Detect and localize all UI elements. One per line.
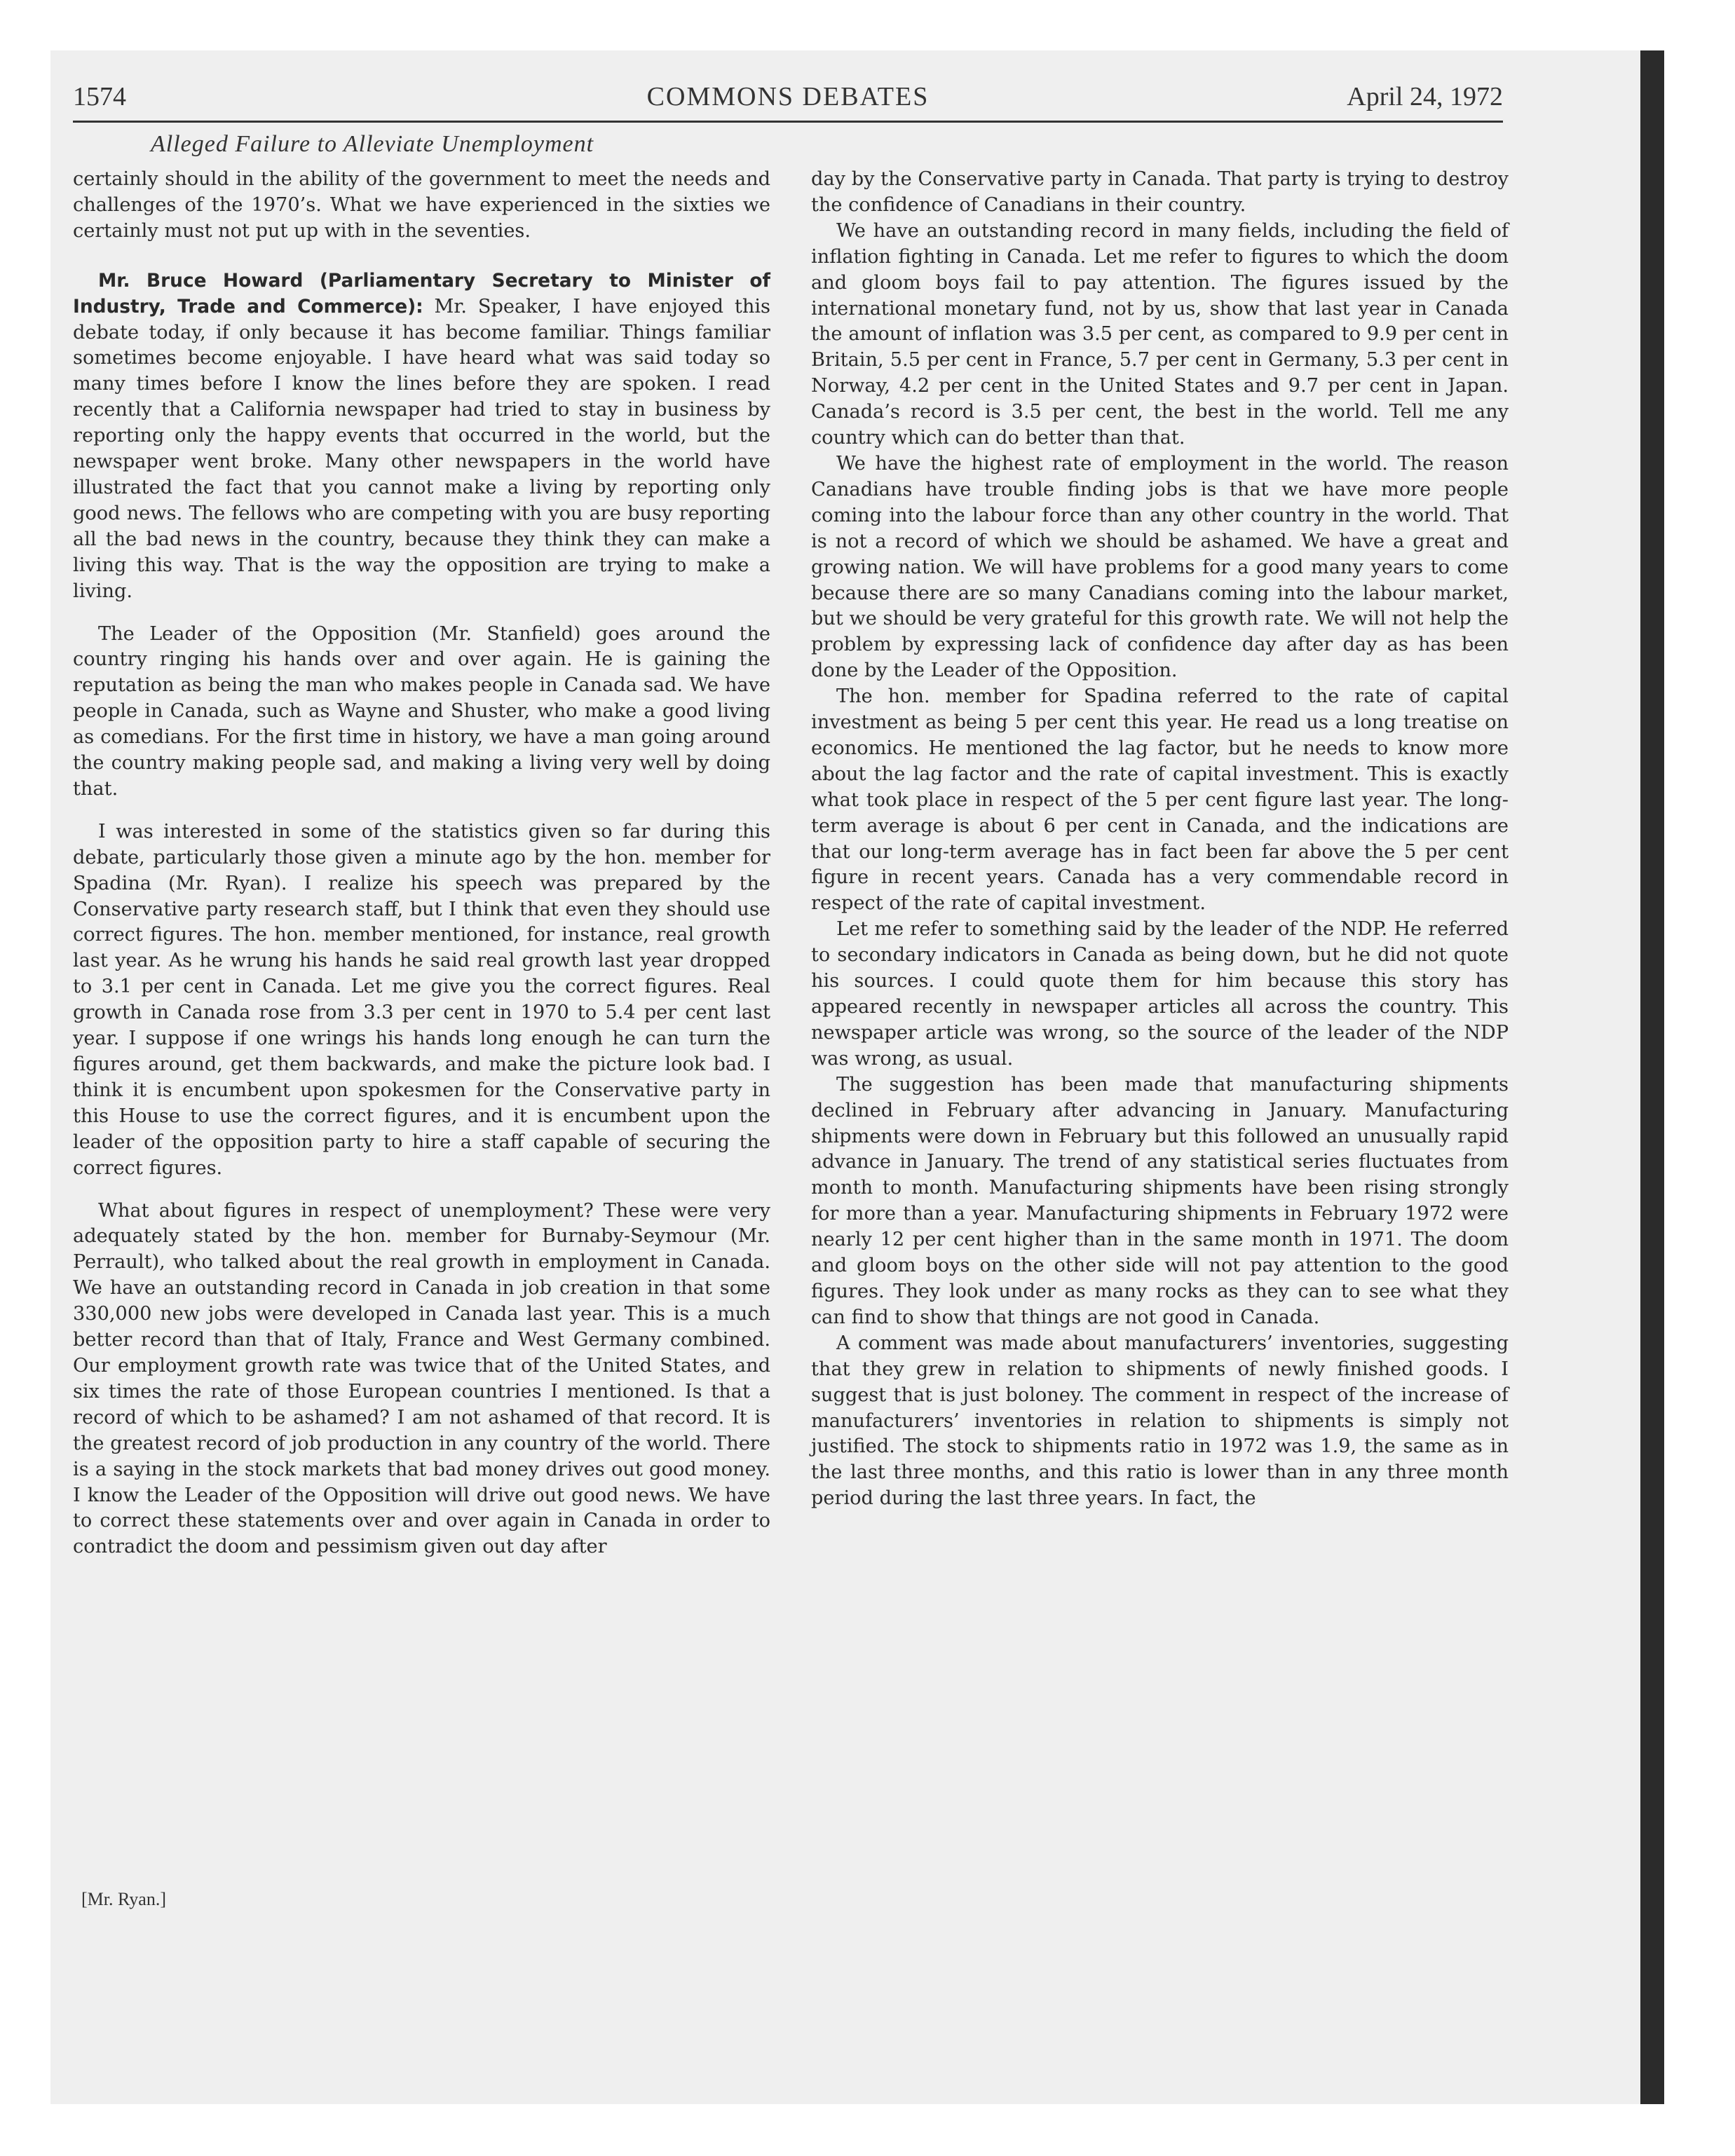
- paragraph: The Leader of the Opposition (Mr. Stanfield) goes around the country ringing his hands over and over again. He is gaining the reputation as being the man who makes people in Canada sad. We have people in Canada, such as Wayne and Shuster, who make a good living as comedians. For the first time in history, we have a man going around the country making people sad, and making a living very well by doing that.: [73, 622, 770, 800]
- paragraph: We have the highest rate of employment in the world. The reason Canadians have trouble finding jobs is that we have more people coming into the labour force than any other country in the world. That is not a record of which we should be ashamed. We have a great and growing nation. We will have problems for a good many years to come because there are so many Canadians coming into the labour market, but we should be very grateful for this growth rate. We will not help the problem by expressing lack of confidence day after day as has been done by the Leader of the Opposition.: [811, 452, 1509, 682]
- debate-subtitle: Alleged Failure to Alleviate Unemployment: [151, 131, 594, 157]
- page-number: 1574: [73, 82, 126, 111]
- paragraph: We have an outstanding record in many fields, including the field of inflation fighting in Canada. Let me refer to figures to which the doom and gloom boys fail to pay attention. The figures issued by the international monetary fund, not by us, show that last year in Canada the amount of inflation was 3.5 per cent, as compared to 9.9 per cent in Britain, 5.5 per cent in France, 5.7 per cent in Germany, 5.3 per cent in Norway, 4.2 per cent in the United States and 9.7 per cent in Japan. Canada’s record is 3.5 per cent, the best in the world. Tell me any country which can do better than that.: [811, 219, 1509, 449]
- page-edge-shadow: [1640, 50, 1664, 2104]
- right-column: [811, 167, 1509, 1512]
- paragraph: day by the Conservative party in Canada. That party is trying to destroy the confidence of Canadians in their country.: [811, 168, 1509, 216]
- paragraph: I was interested in some of the statistics given so far during this debate, particularly those given a minute ago by the hon. member for Spadina (Mr. Ryan). I realize his speech was prepared by the Conservative party research staff, but I think that even they should use correct figures. The hon. member mentioned, for instance, real growth last year. As he wrung his hands he said real growth last year dropped to 3.1 per cent in Canada. Let me give you the correct figures. Real growth in Canada rose from 3.3 per cent in 1970 to 5.4 per cent last year. I suppose if one wrings his hands long enough he can turn the figures around, get them backwards, and make the picture look bad. I think it is encumbent upon spokesmen for the Conservative party in this House to use the correct figures, and it is encumbent upon the leader of the opposition party to hire a staff capable of securing the correct figures.: [73, 820, 770, 1179]
- speech-text: Mr. Speaker, I have enjoyed this debate today, if only because it has become familiar. Things familiar sometimes become enjoyable. I have heard what was said today so many times before I know the lines before they are spoken. I read recently that a California newspaper had tried to stay in business by reporting only the happy events that occurred in the world, but the newspaper went broke. Many other newspapers in the world have illustrated the fact that you cannot make a living by reporting only good news. The fellows who are competing with you are busy reporting all the bad news in the country, because they think they can make a living this way. That is the way the opposition are trying to make a living.: [73, 295, 770, 602]
- paragraph: What about figures in respect of unemployment? These were very adequately stated by the hon. member for Burnaby-Seymour (Mr. Perrault), who talked about the real growth in employment in Canada. We have an outstanding record in Canada in job creation in that some 330,000 new jobs were developed in Canada last year. This is a much better record than that of Italy, France and West Germany combined. Our employment growth rate was twice that of the United States, and six times the rate of those European countries I mentioned. Is that a record of which to be ashamed? I am not ashamed of that record. It is the greatest record of job production in any country of the world. There is a saying in the stock markets that bad money drives out good money. I know the Leader of the Opposition will drive out good news. We have to correct these statements over and over again in Canada in order to contradict the doom and pessimism given out day after: [73, 1199, 770, 1558]
- paragraph: [73, 268, 770, 605]
- issue-date: April 24, 1972: [1347, 82, 1503, 111]
- paragraph: The hon. member for Spadina referred to the rate of capital investment as being 5 per cent this year. He read us a long treatise on economics. He mentioned the lag factor, but he needs to know more about the lag factor and the rate of capital investment. This is exactly what took place in respect of the 5 per cent figure last year. The long-term average is about 6 per cent in Canada, and the indications are that our long-term average has in fact been far above the 5 per cent figure in recent years. Canada has a very commendable record in respect of the rate of capital investment.: [811, 685, 1509, 915]
- page-header: [73, 79, 1503, 123]
- paragraph: certainly should in the ability of the government to meet the needs and challenges of the 1970’s. What we have experienced in the sixties we certainly must not put up with in the seventies.: [73, 168, 770, 242]
- paragraph: The suggestion has been made that manufacturing shipments declined in February after advancing in January. Manufacturing shipments were down in February but this followed an unusually rapid advance in January. The trend of any statistical series fluctuates from month to month. Manufacturing shipments have been rising strongly for more than a year. Manufacturing shipments in February 1972 were nearly 12 per cent higher than in the same month in 1971. The doom and gloom boys on the other side will not pay attention to the good figures. They look under as many rocks as they can to see what they can find to show that things are not good in Canada.: [811, 1073, 1509, 1328]
- publication-title: COMMONS DEBATES: [646, 82, 930, 111]
- speaker-attribution: [Mr. Ryan.]: [81, 1889, 166, 1909]
- paragraph: Let me refer to something said by the leader of the NDP. He referred to secondary indicators in Canada as being down, but he did not quote his sources. I could quote them for him because this story has appeared recently in newspaper articles all across the country. This newspaper article was wrong, so the source of the leader of the NDP was wrong, as usual.: [811, 918, 1509, 1070]
- speaker-name: Mr. Bruce Howard (Parliamentary Secretary to Minister of Industry, Trade and Commerce):: [73, 269, 770, 318]
- paragraph: A comment was made about manufacturers’ inventories, suggesting that they grew in relation to shipments of newly finished goods. I suggest that is just boloney. The comment in respect of the increase of manufacturers’ inventories in relation to shipments is simply not justified. The stock to shipments ratio in 1972 was 1.9, the same as in the last three months, and this ratio is lower than in any three month period during the last three years. In fact, the: [811, 1332, 1509, 1510]
- left-column: [73, 167, 770, 1560]
